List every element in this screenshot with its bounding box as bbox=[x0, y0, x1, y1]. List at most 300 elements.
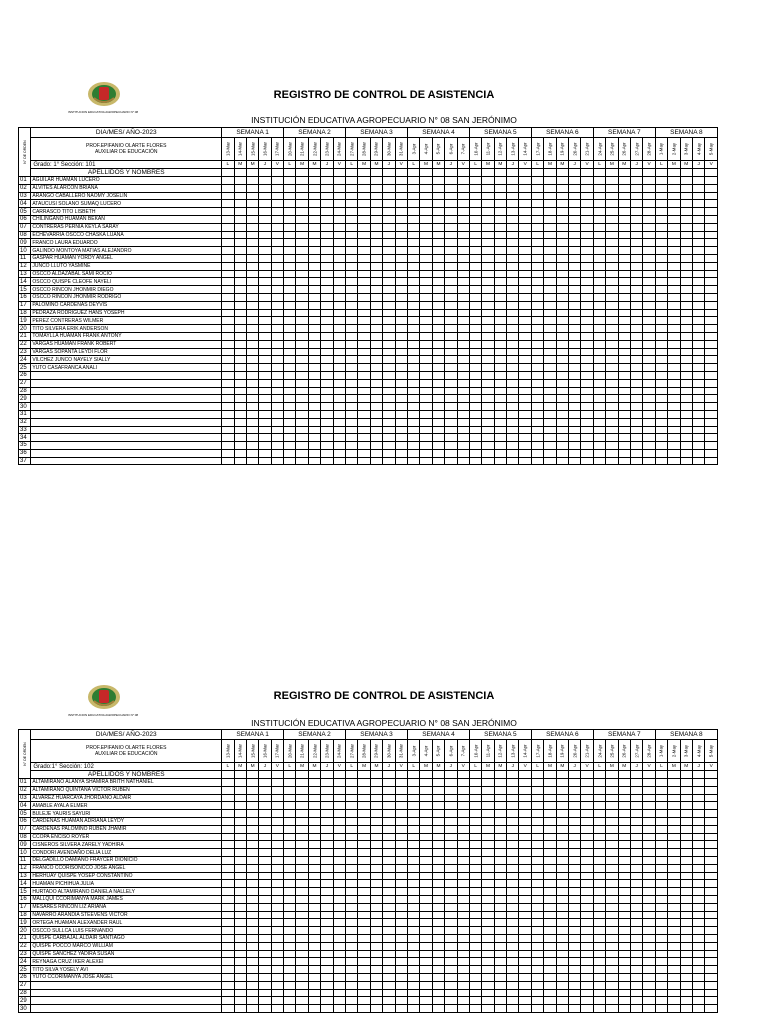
attendance-cell[interactable] bbox=[482, 927, 494, 935]
attendance-cell[interactable] bbox=[432, 278, 444, 286]
attendance-cell[interactable] bbox=[370, 215, 382, 223]
attendance-cell[interactable] bbox=[606, 888, 618, 896]
attendance-cell[interactable] bbox=[383, 317, 395, 325]
attendance-cell[interactable] bbox=[581, 442, 593, 450]
attendance-cell[interactable] bbox=[494, 215, 506, 223]
attendance-cell[interactable] bbox=[234, 449, 246, 457]
attendance-cell[interactable] bbox=[618, 802, 630, 810]
attendance-cell[interactable] bbox=[692, 927, 704, 935]
attendance-cell[interactable] bbox=[346, 841, 358, 849]
attendance-cell[interactable] bbox=[457, 262, 469, 270]
attendance-cell[interactable] bbox=[556, 973, 568, 981]
attendance-cell[interactable] bbox=[544, 278, 556, 286]
attendance-cell[interactable] bbox=[494, 849, 506, 857]
attendance-cell[interactable] bbox=[544, 379, 556, 387]
attendance-cell[interactable] bbox=[692, 786, 704, 794]
attendance-cell[interactable] bbox=[420, 426, 432, 434]
attendance-cell[interactable] bbox=[383, 802, 395, 810]
attendance-cell[interactable] bbox=[420, 973, 432, 981]
attendance-cell[interactable] bbox=[234, 934, 246, 942]
attendance-cell[interactable] bbox=[680, 942, 692, 950]
attendance-cell[interactable] bbox=[618, 223, 630, 231]
attendance-cell[interactable] bbox=[308, 927, 320, 935]
attendance-cell[interactable] bbox=[222, 410, 234, 418]
attendance-cell[interactable] bbox=[333, 810, 345, 818]
attendance-cell[interactable] bbox=[482, 457, 494, 465]
attendance-cell[interactable] bbox=[358, 434, 370, 442]
attendance-cell[interactable] bbox=[655, 301, 667, 309]
attendance-cell[interactable] bbox=[395, 442, 407, 450]
attendance-cell[interactable] bbox=[457, 825, 469, 833]
attendance-cell[interactable] bbox=[655, 895, 667, 903]
attendance-cell[interactable] bbox=[618, 958, 630, 966]
attendance-cell[interactable] bbox=[432, 395, 444, 403]
attendance-cell[interactable] bbox=[507, 403, 519, 411]
attendance-cell[interactable] bbox=[358, 966, 370, 974]
attendance-cell[interactable] bbox=[692, 856, 704, 864]
attendance-cell[interactable] bbox=[469, 849, 481, 857]
attendance-cell[interactable] bbox=[370, 817, 382, 825]
attendance-cell[interactable] bbox=[705, 833, 718, 841]
attendance-cell[interactable] bbox=[420, 301, 432, 309]
attendance-cell[interactable] bbox=[370, 387, 382, 395]
attendance-cell[interactable] bbox=[222, 927, 234, 935]
attendance-cell[interactable] bbox=[494, 192, 506, 200]
attendance-cell[interactable] bbox=[569, 177, 581, 185]
attendance-cell[interactable] bbox=[457, 434, 469, 442]
attendance-cell[interactable] bbox=[569, 208, 581, 216]
attendance-cell[interactable] bbox=[631, 215, 643, 223]
attendance-cell[interactable] bbox=[544, 247, 556, 255]
attendance-cell[interactable] bbox=[544, 958, 556, 966]
attendance-cell[interactable] bbox=[259, 449, 271, 457]
attendance-cell[interactable] bbox=[321, 903, 333, 911]
attendance-cell[interactable] bbox=[531, 927, 543, 935]
attendance-cell[interactable] bbox=[631, 786, 643, 794]
attendance-cell[interactable] bbox=[494, 981, 506, 989]
attendance-cell[interactable] bbox=[556, 434, 568, 442]
attendance-cell[interactable] bbox=[469, 332, 481, 340]
attendance-cell[interactable] bbox=[556, 262, 568, 270]
attendance-cell[interactable] bbox=[606, 794, 618, 802]
attendance-cell[interactable] bbox=[631, 841, 643, 849]
attendance-cell[interactable] bbox=[333, 817, 345, 825]
attendance-cell[interactable] bbox=[531, 301, 543, 309]
attendance-cell[interactable] bbox=[420, 395, 432, 403]
attendance-cell[interactable] bbox=[308, 802, 320, 810]
attendance-cell[interactable] bbox=[395, 872, 407, 880]
attendance-cell[interactable] bbox=[333, 270, 345, 278]
attendance-cell[interactable] bbox=[346, 418, 358, 426]
attendance-cell[interactable] bbox=[643, 825, 655, 833]
attendance-cell[interactable] bbox=[618, 810, 630, 818]
attendance-cell[interactable] bbox=[569, 332, 581, 340]
attendance-cell[interactable] bbox=[308, 864, 320, 872]
attendance-cell[interactable] bbox=[321, 810, 333, 818]
attendance-cell[interactable] bbox=[395, 981, 407, 989]
attendance-cell[interactable] bbox=[358, 903, 370, 911]
attendance-cell[interactable] bbox=[544, 911, 556, 919]
attendance-cell[interactable] bbox=[655, 340, 667, 348]
attendance-cell[interactable] bbox=[321, 262, 333, 270]
attendance-cell[interactable] bbox=[333, 841, 345, 849]
attendance-cell[interactable] bbox=[556, 950, 568, 958]
attendance-cell[interactable] bbox=[420, 997, 432, 1005]
attendance-cell[interactable] bbox=[531, 958, 543, 966]
attendance-cell[interactable] bbox=[234, 911, 246, 919]
attendance-cell[interactable] bbox=[593, 317, 605, 325]
attendance-cell[interactable] bbox=[668, 973, 680, 981]
attendance-cell[interactable] bbox=[569, 841, 581, 849]
attendance-cell[interactable] bbox=[321, 841, 333, 849]
attendance-cell[interactable] bbox=[668, 434, 680, 442]
attendance-cell[interactable] bbox=[631, 872, 643, 880]
attendance-cell[interactable] bbox=[519, 262, 531, 270]
attendance-cell[interactable] bbox=[321, 449, 333, 457]
attendance-cell[interactable] bbox=[432, 301, 444, 309]
attendance-cell[interactable] bbox=[395, 379, 407, 387]
attendance-cell[interactable] bbox=[284, 177, 296, 185]
attendance-cell[interactable] bbox=[222, 200, 234, 208]
attendance-cell[interactable] bbox=[569, 950, 581, 958]
attendance-cell[interactable] bbox=[680, 786, 692, 794]
attendance-cell[interactable] bbox=[370, 403, 382, 411]
attendance-cell[interactable] bbox=[655, 387, 667, 395]
attendance-cell[interactable] bbox=[222, 247, 234, 255]
attendance-cell[interactable] bbox=[358, 849, 370, 857]
attendance-cell[interactable] bbox=[507, 919, 519, 927]
attendance-cell[interactable] bbox=[705, 958, 718, 966]
attendance-cell[interactable] bbox=[507, 841, 519, 849]
attendance-cell[interactable] bbox=[631, 989, 643, 997]
attendance-cell[interactable] bbox=[494, 247, 506, 255]
attendance-cell[interactable] bbox=[705, 841, 718, 849]
attendance-cell[interactable] bbox=[593, 247, 605, 255]
attendance-cell[interactable] bbox=[333, 457, 345, 465]
attendance-cell[interactable] bbox=[705, 794, 718, 802]
attendance-cell[interactable] bbox=[420, 332, 432, 340]
attendance-cell[interactable] bbox=[544, 817, 556, 825]
attendance-cell[interactable] bbox=[370, 997, 382, 1005]
attendance-cell[interactable] bbox=[308, 911, 320, 919]
attendance-cell[interactable] bbox=[569, 457, 581, 465]
attendance-cell[interactable] bbox=[358, 794, 370, 802]
attendance-cell[interactable] bbox=[346, 262, 358, 270]
attendance-cell[interactable] bbox=[333, 911, 345, 919]
attendance-cell[interactable] bbox=[680, 903, 692, 911]
attendance-cell[interactable] bbox=[407, 371, 419, 379]
attendance-cell[interactable] bbox=[333, 184, 345, 192]
attendance-cell[interactable] bbox=[618, 973, 630, 981]
attendance-cell[interactable] bbox=[222, 802, 234, 810]
attendance-cell[interactable] bbox=[618, 262, 630, 270]
attendance-cell[interactable] bbox=[507, 215, 519, 223]
attendance-cell[interactable] bbox=[308, 934, 320, 942]
attendance-cell[interactable] bbox=[308, 779, 320, 787]
attendance-cell[interactable] bbox=[631, 200, 643, 208]
attendance-cell[interactable] bbox=[395, 833, 407, 841]
attendance-cell[interactable] bbox=[321, 833, 333, 841]
attendance-cell[interactable] bbox=[655, 849, 667, 857]
attendance-cell[interactable] bbox=[222, 309, 234, 317]
attendance-cell[interactable] bbox=[705, 309, 718, 317]
attendance-cell[interactable] bbox=[593, 779, 605, 787]
attendance-cell[interactable] bbox=[507, 340, 519, 348]
attendance-cell[interactable] bbox=[259, 825, 271, 833]
attendance-cell[interactable] bbox=[296, 208, 308, 216]
attendance-cell[interactable] bbox=[370, 184, 382, 192]
attendance-cell[interactable] bbox=[259, 457, 271, 465]
attendance-cell[interactable] bbox=[606, 239, 618, 247]
attendance-cell[interactable] bbox=[234, 810, 246, 818]
attendance-cell[interactable] bbox=[469, 449, 481, 457]
attendance-cell[interactable] bbox=[370, 293, 382, 301]
attendance-cell[interactable] bbox=[407, 208, 419, 216]
attendance-cell[interactable] bbox=[321, 1005, 333, 1013]
attendance-cell[interactable] bbox=[569, 387, 581, 395]
attendance-cell[interactable] bbox=[407, 192, 419, 200]
attendance-cell[interactable] bbox=[407, 927, 419, 935]
attendance-cell[interactable] bbox=[407, 434, 419, 442]
attendance-cell[interactable] bbox=[284, 786, 296, 794]
attendance-cell[interactable] bbox=[296, 927, 308, 935]
attendance-cell[interactable] bbox=[705, 395, 718, 403]
attendance-cell[interactable] bbox=[519, 254, 531, 262]
attendance-cell[interactable] bbox=[234, 403, 246, 411]
attendance-cell[interactable] bbox=[308, 919, 320, 927]
attendance-cell[interactable] bbox=[445, 239, 457, 247]
attendance-cell[interactable] bbox=[606, 379, 618, 387]
attendance-cell[interactable] bbox=[321, 817, 333, 825]
attendance-cell[interactable] bbox=[569, 403, 581, 411]
attendance-cell[interactable] bbox=[544, 348, 556, 356]
attendance-cell[interactable] bbox=[655, 872, 667, 880]
attendance-cell[interactable] bbox=[507, 872, 519, 880]
attendance-cell[interactable] bbox=[569, 371, 581, 379]
attendance-cell[interactable] bbox=[457, 911, 469, 919]
attendance-cell[interactable] bbox=[259, 293, 271, 301]
attendance-cell[interactable] bbox=[284, 262, 296, 270]
attendance-cell[interactable] bbox=[222, 239, 234, 247]
attendance-cell[interactable] bbox=[519, 364, 531, 372]
attendance-cell[interactable] bbox=[296, 888, 308, 896]
attendance-cell[interactable] bbox=[321, 849, 333, 857]
attendance-cell[interactable] bbox=[507, 810, 519, 818]
attendance-cell[interactable] bbox=[358, 426, 370, 434]
attendance-cell[interactable] bbox=[680, 880, 692, 888]
attendance-cell[interactable] bbox=[445, 325, 457, 333]
attendance-cell[interactable] bbox=[668, 332, 680, 340]
attendance-cell[interactable] bbox=[569, 864, 581, 872]
attendance-cell[interactable] bbox=[234, 864, 246, 872]
attendance-cell[interactable] bbox=[445, 825, 457, 833]
attendance-cell[interactable] bbox=[445, 981, 457, 989]
attendance-cell[interactable] bbox=[606, 247, 618, 255]
attendance-cell[interactable] bbox=[222, 254, 234, 262]
attendance-cell[interactable] bbox=[469, 919, 481, 927]
attendance-cell[interactable] bbox=[432, 410, 444, 418]
attendance-cell[interactable] bbox=[668, 270, 680, 278]
attendance-cell[interactable] bbox=[383, 247, 395, 255]
attendance-cell[interactable] bbox=[482, 270, 494, 278]
attendance-cell[interactable] bbox=[234, 410, 246, 418]
attendance-cell[interactable] bbox=[519, 950, 531, 958]
attendance-cell[interactable] bbox=[222, 989, 234, 997]
attendance-cell[interactable] bbox=[680, 989, 692, 997]
attendance-cell[interactable] bbox=[531, 817, 543, 825]
attendance-cell[interactable] bbox=[494, 379, 506, 387]
attendance-cell[interactable] bbox=[383, 794, 395, 802]
attendance-cell[interactable] bbox=[705, 856, 718, 864]
attendance-cell[interactable] bbox=[631, 340, 643, 348]
attendance-cell[interactable] bbox=[593, 817, 605, 825]
attendance-cell[interactable] bbox=[593, 325, 605, 333]
attendance-cell[interactable] bbox=[407, 825, 419, 833]
attendance-cell[interactable] bbox=[234, 247, 246, 255]
attendance-cell[interactable] bbox=[556, 888, 568, 896]
attendance-cell[interactable] bbox=[618, 387, 630, 395]
attendance-cell[interactable] bbox=[606, 364, 618, 372]
attendance-cell[interactable] bbox=[284, 872, 296, 880]
attendance-cell[interactable] bbox=[246, 348, 258, 356]
attendance-cell[interactable] bbox=[531, 200, 543, 208]
attendance-cell[interactable] bbox=[308, 981, 320, 989]
attendance-cell[interactable] bbox=[358, 208, 370, 216]
attendance-cell[interactable] bbox=[346, 779, 358, 787]
attendance-cell[interactable] bbox=[606, 966, 618, 974]
attendance-cell[interactable] bbox=[469, 903, 481, 911]
attendance-cell[interactable] bbox=[308, 184, 320, 192]
attendance-cell[interactable] bbox=[618, 309, 630, 317]
attendance-cell[interactable] bbox=[321, 286, 333, 294]
attendance-cell[interactable] bbox=[296, 247, 308, 255]
attendance-cell[interactable] bbox=[581, 278, 593, 286]
attendance-cell[interactable] bbox=[407, 880, 419, 888]
attendance-cell[interactable] bbox=[469, 192, 481, 200]
attendance-cell[interactable] bbox=[457, 278, 469, 286]
attendance-cell[interactable] bbox=[246, 841, 258, 849]
attendance-cell[interactable] bbox=[482, 200, 494, 208]
attendance-cell[interactable] bbox=[705, 184, 718, 192]
attendance-cell[interactable] bbox=[308, 379, 320, 387]
attendance-cell[interactable] bbox=[457, 223, 469, 231]
attendance-cell[interactable] bbox=[507, 364, 519, 372]
attendance-cell[interactable] bbox=[383, 403, 395, 411]
attendance-cell[interactable] bbox=[445, 810, 457, 818]
attendance-cell[interactable] bbox=[308, 262, 320, 270]
attendance-cell[interactable] bbox=[234, 208, 246, 216]
attendance-cell[interactable] bbox=[445, 942, 457, 950]
attendance-cell[interactable] bbox=[246, 223, 258, 231]
attendance-cell[interactable] bbox=[407, 332, 419, 340]
attendance-cell[interactable] bbox=[308, 825, 320, 833]
attendance-cell[interactable] bbox=[692, 247, 704, 255]
attendance-cell[interactable] bbox=[668, 223, 680, 231]
attendance-cell[interactable] bbox=[457, 332, 469, 340]
attendance-cell[interactable] bbox=[445, 786, 457, 794]
attendance-cell[interactable] bbox=[655, 177, 667, 185]
attendance-cell[interactable] bbox=[606, 356, 618, 364]
attendance-cell[interactable] bbox=[544, 293, 556, 301]
attendance-cell[interactable] bbox=[531, 449, 543, 457]
attendance-cell[interactable] bbox=[370, 364, 382, 372]
attendance-cell[interactable] bbox=[593, 332, 605, 340]
attendance-cell[interactable] bbox=[606, 177, 618, 185]
attendance-cell[interactable] bbox=[395, 231, 407, 239]
attendance-cell[interactable] bbox=[234, 888, 246, 896]
attendance-cell[interactable] bbox=[246, 247, 258, 255]
attendance-cell[interactable] bbox=[469, 426, 481, 434]
attendance-cell[interactable] bbox=[259, 177, 271, 185]
attendance-cell[interactable] bbox=[321, 247, 333, 255]
attendance-cell[interactable] bbox=[432, 966, 444, 974]
attendance-cell[interactable] bbox=[692, 794, 704, 802]
attendance-cell[interactable] bbox=[296, 442, 308, 450]
attendance-cell[interactable] bbox=[519, 387, 531, 395]
attendance-cell[interactable] bbox=[618, 849, 630, 857]
attendance-cell[interactable] bbox=[222, 434, 234, 442]
attendance-cell[interactable] bbox=[333, 856, 345, 864]
attendance-cell[interactable] bbox=[246, 981, 258, 989]
attendance-cell[interactable] bbox=[519, 817, 531, 825]
attendance-cell[interactable] bbox=[246, 418, 258, 426]
attendance-cell[interactable] bbox=[494, 942, 506, 950]
attendance-cell[interactable] bbox=[284, 880, 296, 888]
attendance-cell[interactable] bbox=[692, 177, 704, 185]
attendance-cell[interactable] bbox=[383, 817, 395, 825]
attendance-cell[interactable] bbox=[420, 457, 432, 465]
attendance-cell[interactable] bbox=[668, 872, 680, 880]
attendance-cell[interactable] bbox=[680, 379, 692, 387]
attendance-cell[interactable] bbox=[531, 864, 543, 872]
attendance-cell[interactable] bbox=[655, 418, 667, 426]
attendance-cell[interactable] bbox=[469, 966, 481, 974]
attendance-cell[interactable] bbox=[246, 379, 258, 387]
attendance-cell[interactable] bbox=[643, 934, 655, 942]
attendance-cell[interactable] bbox=[507, 927, 519, 935]
attendance-cell[interactable] bbox=[432, 356, 444, 364]
attendance-cell[interactable] bbox=[581, 223, 593, 231]
attendance-cell[interactable] bbox=[606, 403, 618, 411]
attendance-cell[interactable] bbox=[358, 317, 370, 325]
attendance-cell[interactable] bbox=[569, 434, 581, 442]
attendance-cell[interactable] bbox=[569, 997, 581, 1005]
attendance-cell[interactable] bbox=[407, 426, 419, 434]
attendance-cell[interactable] bbox=[494, 340, 506, 348]
attendance-cell[interactable] bbox=[271, 989, 283, 997]
attendance-cell[interactable] bbox=[333, 864, 345, 872]
attendance-cell[interactable] bbox=[494, 239, 506, 247]
attendance-cell[interactable] bbox=[581, 247, 593, 255]
attendance-cell[interactable] bbox=[581, 802, 593, 810]
attendance-cell[interactable] bbox=[705, 270, 718, 278]
attendance-cell[interactable] bbox=[631, 880, 643, 888]
attendance-cell[interactable] bbox=[519, 825, 531, 833]
attendance-cell[interactable] bbox=[655, 247, 667, 255]
attendance-cell[interactable] bbox=[333, 779, 345, 787]
attendance-cell[interactable] bbox=[668, 286, 680, 294]
attendance-cell[interactable] bbox=[284, 802, 296, 810]
attendance-cell[interactable] bbox=[222, 903, 234, 911]
attendance-cell[interactable] bbox=[618, 254, 630, 262]
attendance-cell[interactable] bbox=[370, 371, 382, 379]
attendance-cell[interactable] bbox=[631, 410, 643, 418]
attendance-cell[interactable] bbox=[222, 332, 234, 340]
attendance-cell[interactable] bbox=[222, 934, 234, 942]
attendance-cell[interactable] bbox=[680, 442, 692, 450]
attendance-cell[interactable] bbox=[618, 286, 630, 294]
attendance-cell[interactable] bbox=[395, 888, 407, 896]
